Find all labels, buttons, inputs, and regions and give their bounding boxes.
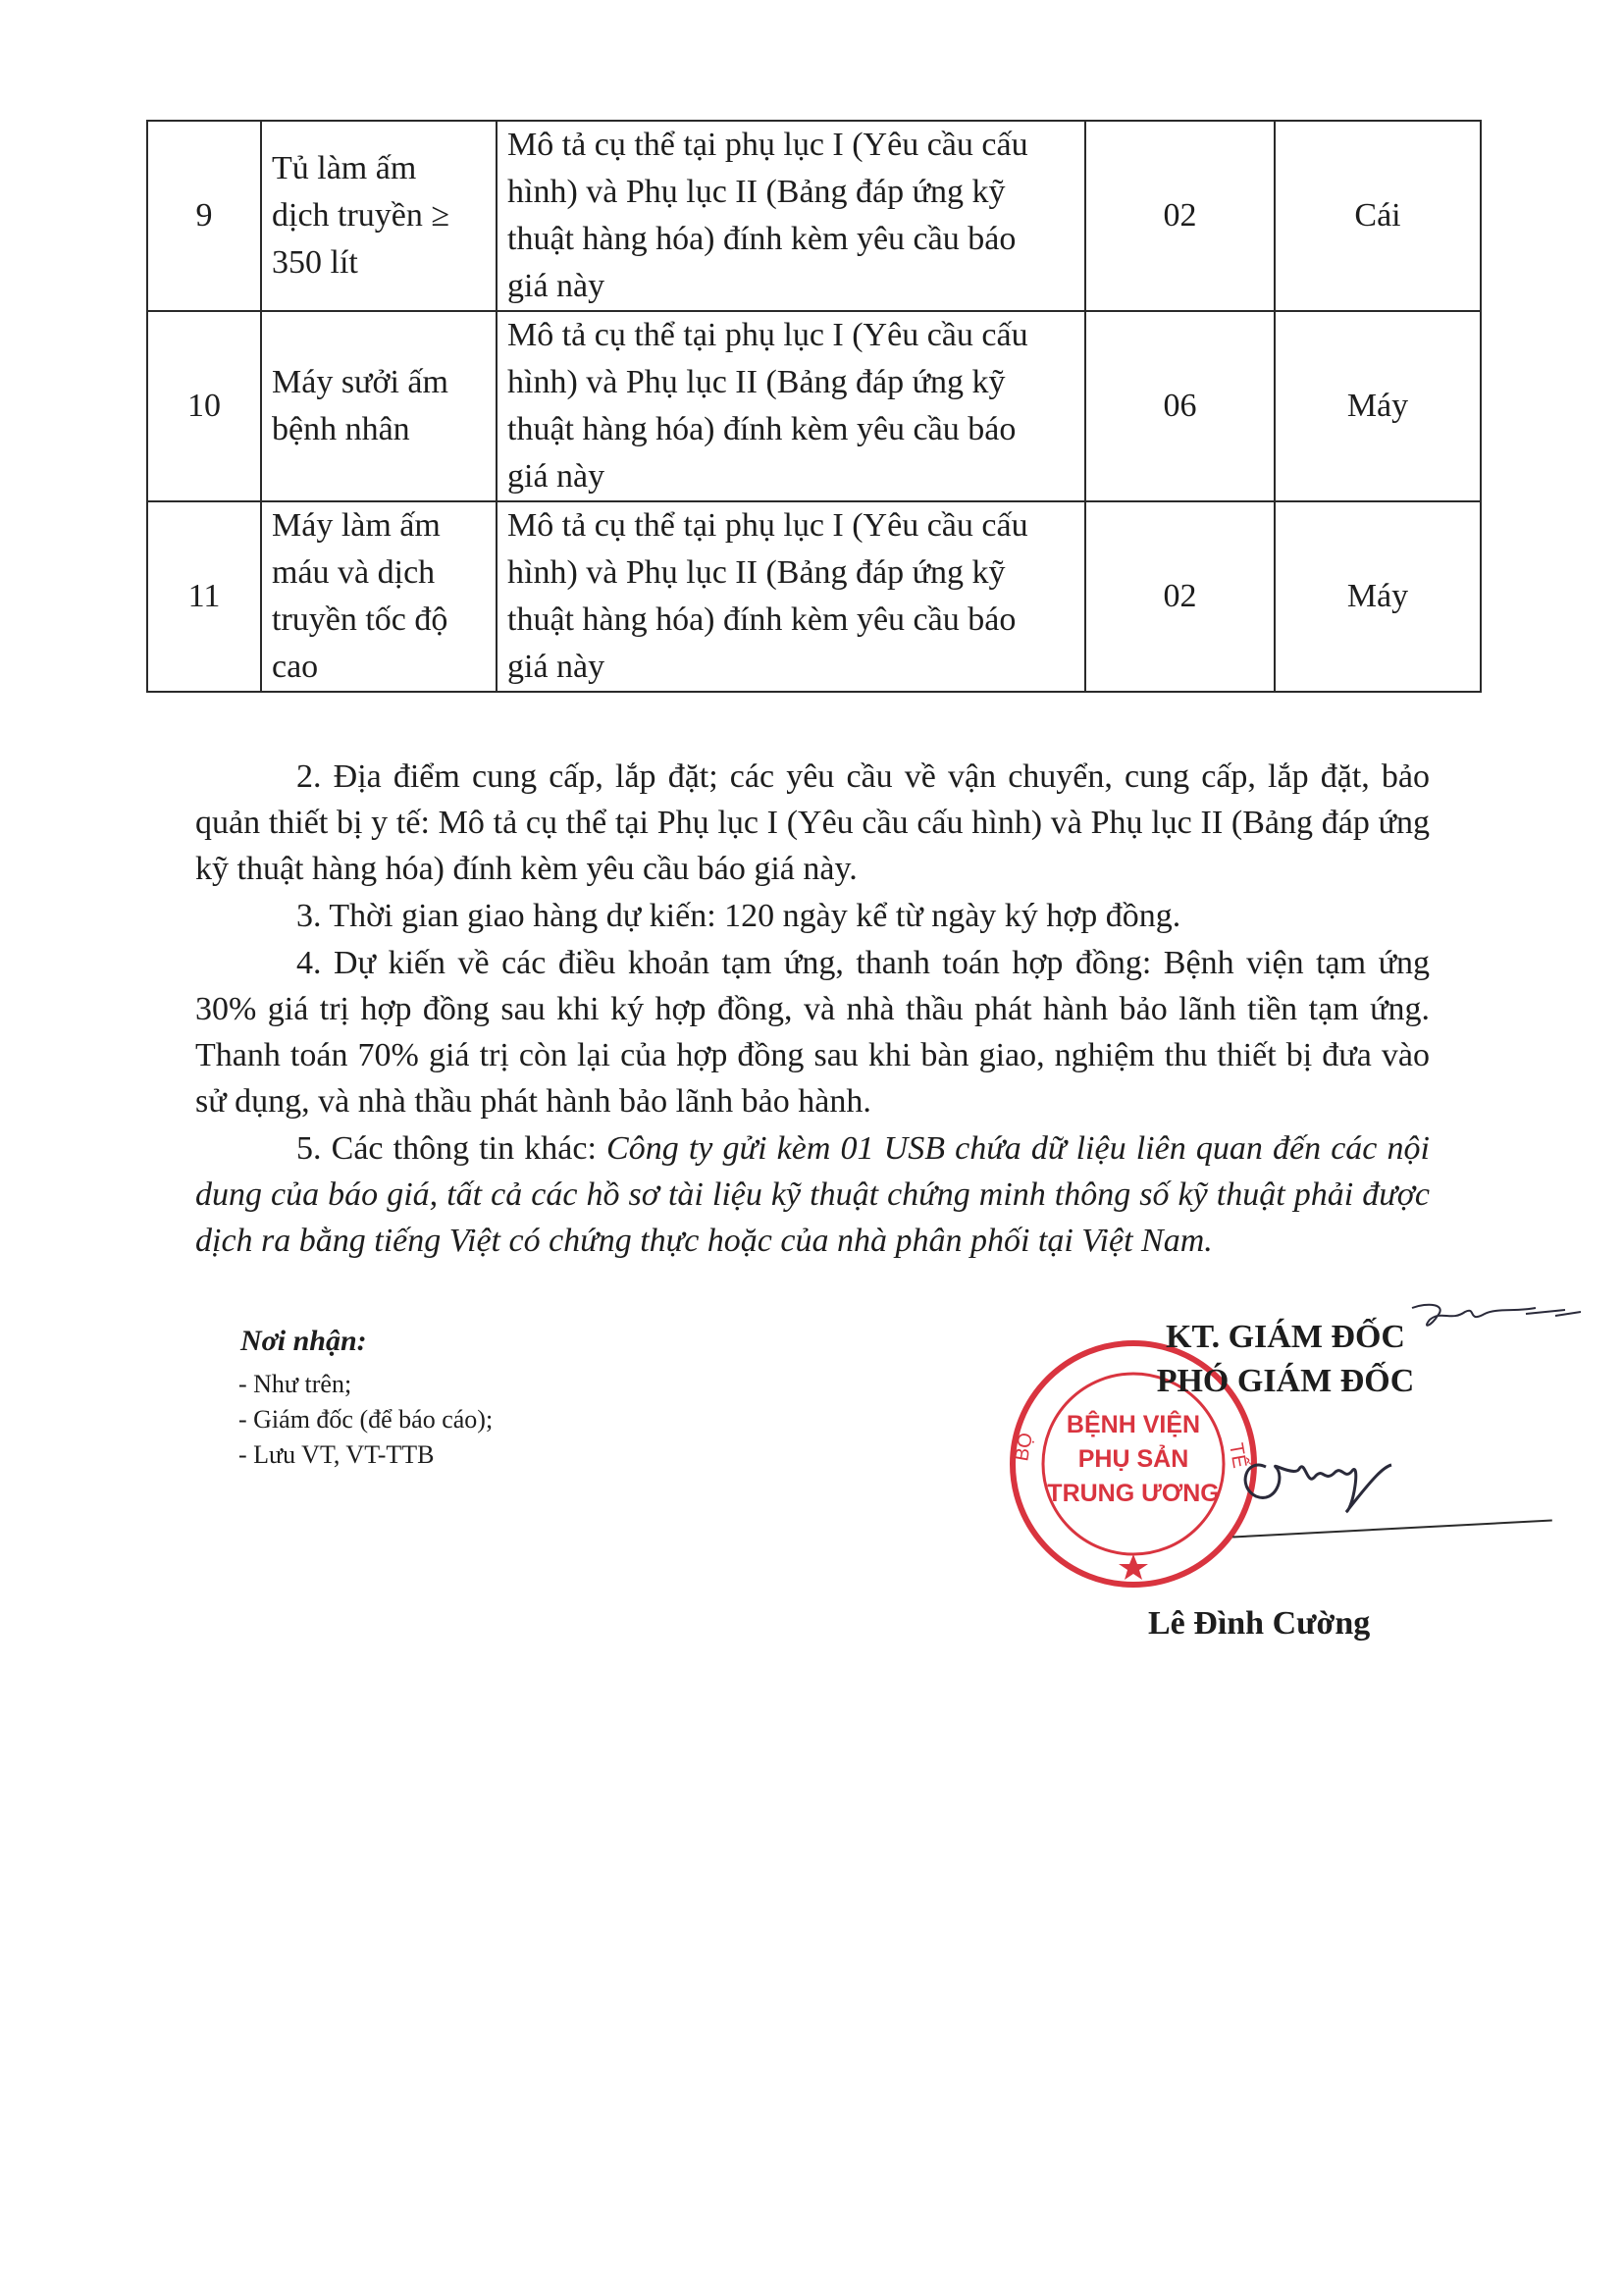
item-description-line: giá này bbox=[507, 649, 605, 685]
initial-scribble-icon bbox=[1408, 1300, 1585, 1339]
item-description bbox=[497, 121, 1085, 311]
paragraph-delivery-time: 3. Thời gian giao hàng dự kiến: 120 ngày kể từ ngày ký hợp đồng. bbox=[296, 898, 1181, 934]
item-description-line: hình) và Phụ lục II (Bảng đáp ứng kỹ bbox=[507, 174, 1006, 210]
table-row bbox=[147, 121, 1481, 311]
item-description-line: Mô tả cụ thể tại phụ lục I (Yêu cầu cấu bbox=[507, 317, 1028, 353]
item-unit: Máy bbox=[1275, 311, 1481, 501]
item-description-line: giá này bbox=[507, 268, 605, 304]
stamp-text-line1: BỆNH VIỆN bbox=[1066, 1411, 1201, 1438]
item-description-line: hình) và Phụ lục II (Bảng đáp ứng kỹ bbox=[507, 554, 1006, 591]
table-row bbox=[147, 311, 1481, 501]
item-name-line: dịch truyền ≥ bbox=[272, 197, 450, 234]
item-description-line: Mô tả cụ thể tại phụ lục I (Yêu cầu cấu bbox=[507, 507, 1028, 544]
other-info-label: 5. Các thông tin khác: bbox=[296, 1130, 607, 1167]
item-quantity: 02 bbox=[1085, 121, 1275, 311]
paragraph-other-info bbox=[195, 1125, 1430, 1264]
item-unit: Máy bbox=[1275, 501, 1481, 692]
item-name-line: Tủ làm ấm bbox=[272, 150, 417, 186]
stamp-text-line2: PHỤ SẢN bbox=[1077, 1445, 1189, 1473]
item-description-line: thuật hàng hóa) đính kèm yêu cầu báo bbox=[507, 221, 1017, 257]
item-name bbox=[261, 501, 497, 692]
other-info-text: Công ty gửi kèm 01 USB chứa dữ liệu liên quan đến các nội dung của báo giá, tất cả các hồ sơ tài liệu kỹ thuật chứng minh thông số kỹ thuật phải được dịch ra bằng tiếng Việt có chứng thực hoặc của nhà phân phối tại Việt Nam. bbox=[195, 1130, 1430, 1259]
item-name-line: Máy làm ấm bbox=[272, 507, 441, 544]
signer-title-line1: KT. GIÁM ĐỐC bbox=[1166, 1319, 1405, 1355]
stamp-text-right: TẾ bbox=[1225, 1441, 1251, 1471]
item-name bbox=[261, 121, 497, 311]
item-number: 11 bbox=[147, 501, 261, 692]
item-quantity: 02 bbox=[1085, 501, 1275, 692]
stamp-star-icon bbox=[1119, 1554, 1148, 1580]
item-name-line: bệnh nhân bbox=[272, 411, 410, 447]
items-table bbox=[146, 120, 1482, 693]
item-name-line: Máy sưởi ấm bbox=[272, 364, 448, 400]
list-item: - Lưu VT, VT-TTB bbox=[238, 1440, 435, 1469]
recipients-title: Nơi nhận: bbox=[240, 1325, 367, 1357]
item-name-line: cao bbox=[272, 649, 319, 685]
item-description-line: thuật hàng hóa) đính kèm yêu cầu báo bbox=[507, 411, 1017, 447]
signer-name: Lê Đình Cường bbox=[1148, 1605, 1371, 1642]
item-quantity: 06 bbox=[1085, 311, 1275, 501]
recipients-list bbox=[238, 1367, 493, 1473]
item-description bbox=[497, 501, 1085, 692]
item-description-line: Mô tả cụ thể tại phụ lục I (Yêu cầu cấu bbox=[507, 127, 1028, 163]
item-name-line: truyền tốc độ bbox=[272, 601, 448, 638]
item-name bbox=[261, 311, 497, 501]
list-item: - Như trên; bbox=[238, 1370, 352, 1398]
item-description-line: giá này bbox=[507, 458, 605, 495]
signer-title-line2: PHÓ GIÁM ĐỐC bbox=[1156, 1363, 1415, 1399]
item-description bbox=[497, 311, 1085, 501]
paragraph-delivery-location: 2. Địa điểm cung cấp, lắp đặt; các yêu cầu về vận chuyển, cung cấp, lắp đặt, bảo quản thiết bị y tế: Mô tả cụ thể tại Phụ lục I (Yêu cầu cấu hình) và Phụ lục II (Bảng đáp ứng kỹ thuật hàng hóa) đính kèm yêu cầu báo giá này. bbox=[195, 758, 1430, 887]
signature-underline bbox=[1232, 1519, 1552, 1538]
list-item: - Giám đốc (để báo cáo); bbox=[238, 1405, 494, 1434]
table-row bbox=[147, 501, 1481, 692]
item-number: 9 bbox=[147, 121, 261, 311]
item-name-line: máu và dịch bbox=[272, 554, 436, 591]
item-name-line: 350 lít bbox=[272, 244, 358, 281]
handwritten-signature-icon bbox=[1236, 1437, 1393, 1516]
item-description-line: thuật hàng hóa) đính kèm yêu cầu báo bbox=[507, 601, 1017, 638]
stamp-text-line3: TRUNG ƯƠNG bbox=[1047, 1480, 1220, 1507]
item-unit: Cái bbox=[1275, 121, 1481, 311]
paragraph-payment-terms: 4. Dự kiến về các điều khoản tạm ứng, thanh toán hợp đồng: Bệnh viện tạm ứng 30% giá trị hợp đồng sau khi ký hợp đồng, và nhà thầu phát hành bảo lãnh tiền tạm ứng. Thanh toán 70% giá trị còn lại của hợp đồng sau khi bàn giao, nghiệm thu thiết bị đưa vào sử dụng, và nhà thầu phát hành bảo lãnh bảo hành. bbox=[195, 945, 1430, 1120]
item-number: 10 bbox=[147, 311, 261, 501]
stamp-text-left: BỘ bbox=[1011, 1431, 1037, 1463]
item-description-line: hình) và Phụ lục II (Bảng đáp ứng kỹ bbox=[507, 364, 1006, 400]
